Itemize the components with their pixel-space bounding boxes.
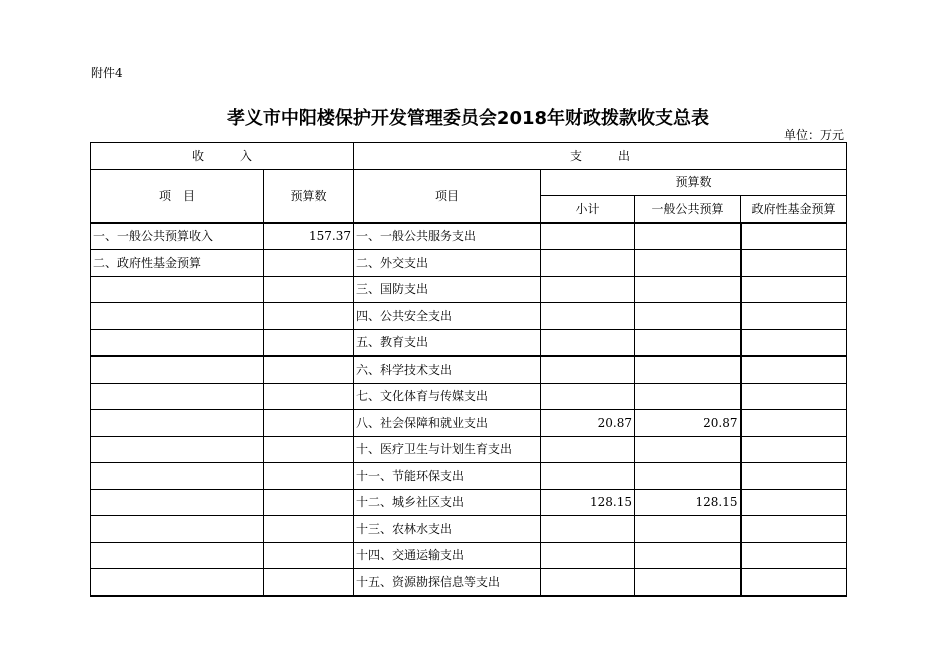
header-row-2 [91, 169, 847, 196]
expense-item-cell[interactable]: 十五、资源勘探信息等支出 [354, 569, 541, 596]
expense-item-cell[interactable]: 八、社会保障和就业支出 [354, 410, 541, 437]
fund-budget-cell[interactable] [741, 276, 847, 303]
income-item-cell[interactable] [91, 303, 264, 330]
expense-item-cell[interactable]: 五、教育支出 [354, 329, 541, 356]
income-budget-cell[interactable] [264, 303, 354, 330]
table-row [91, 223, 847, 250]
table-row [91, 383, 847, 410]
subtotal-cell[interactable] [541, 303, 635, 330]
subtotal-cell[interactable] [541, 516, 635, 543]
income-budget-cell[interactable] [264, 463, 354, 490]
subtotal-cell[interactable]: 128.15 [541, 489, 635, 516]
subtotal-header: 小计 [541, 196, 635, 223]
budget-table [90, 142, 847, 597]
fund-budget-cell[interactable] [741, 410, 847, 437]
income-budget-cell[interactable] [264, 436, 354, 463]
income-budget-cell[interactable] [264, 569, 354, 596]
income-item-cell[interactable] [91, 516, 264, 543]
expense-item-cell[interactable]: 十一、节能环保支出 [354, 463, 541, 490]
expense-item-cell[interactable]: 十二、城乡社区支出 [354, 489, 541, 516]
income-budget-cell[interactable] [264, 250, 354, 277]
subtotal-cell[interactable]: 20.87 [541, 410, 635, 437]
subtotal-cell[interactable] [541, 250, 635, 277]
expense-item-cell[interactable]: 四、公共安全支出 [354, 303, 541, 330]
expense-budget-header: 预算数 [541, 169, 847, 196]
fund-budget-header: 政府性基金预算 [741, 196, 847, 223]
subtotal-cell[interactable] [541, 223, 635, 250]
income-budget-cell[interactable] [264, 383, 354, 410]
table-row [91, 303, 847, 330]
income-item-cell[interactable] [91, 383, 264, 410]
fund-budget-cell[interactable] [741, 436, 847, 463]
expense-item-cell[interactable]: 十四、交通运输支出 [354, 542, 541, 569]
table-row [91, 542, 847, 569]
subtotal-cell[interactable] [541, 383, 635, 410]
general-budget-cell[interactable] [635, 516, 741, 543]
income-budget-header: 预算数 [264, 169, 354, 223]
general-budget-cell[interactable] [635, 276, 741, 303]
attachment-label: 附件4 [91, 66, 123, 80]
table-row [91, 356, 847, 383]
expense-item-cell[interactable]: 七、文化体育与传媒支出 [354, 383, 541, 410]
table-row [91, 516, 847, 543]
expense-item-cell[interactable]: 三、国防支出 [354, 276, 541, 303]
page-title: 孝义市中阳楼保护开发管理委员会2018年财政拨款收支总表 [226, 108, 710, 129]
subtotal-cell[interactable] [541, 276, 635, 303]
income-item-cell[interactable] [91, 356, 264, 383]
expense-item-cell[interactable]: 六、科学技术支出 [354, 356, 541, 383]
income-item-cell[interactable] [91, 410, 264, 437]
subtotal-cell[interactable] [541, 463, 635, 490]
fund-budget-cell[interactable] [741, 329, 847, 356]
table-row [91, 489, 847, 516]
income-budget-cell[interactable] [264, 542, 354, 569]
general-budget-cell[interactable] [635, 356, 741, 383]
income-item-cell[interactable] [91, 569, 264, 596]
income-budget-cell[interactable] [264, 410, 354, 437]
income-item-cell[interactable] [91, 436, 264, 463]
income-budget-cell[interactable]: 157.37 [264, 223, 354, 250]
unit-label: 单位：万元 [783, 128, 844, 142]
fund-budget-cell[interactable] [741, 383, 847, 410]
subtotal-cell[interactable] [541, 542, 635, 569]
income-budget-cell[interactable] [264, 516, 354, 543]
fund-budget-cell[interactable] [741, 250, 847, 277]
general-budget-cell[interactable] [635, 569, 741, 596]
income-budget-cell[interactable] [264, 329, 354, 356]
table-row [91, 250, 847, 277]
income-item-cell[interactable] [91, 463, 264, 490]
income-budget-cell[interactable] [264, 356, 354, 383]
income-header: 收 入 [91, 143, 354, 170]
fund-budget-cell[interactable] [741, 516, 847, 543]
fund-budget-cell[interactable] [741, 303, 847, 330]
expense-item-cell[interactable]: 十三、农林水支出 [354, 516, 541, 543]
general-budget-cell[interactable] [635, 436, 741, 463]
expense-item-header: 项目 [354, 169, 541, 223]
expense-header: 支 出 [354, 143, 847, 170]
table-row [91, 329, 847, 356]
income-item-cell[interactable]: 二、政府性基金预算 [91, 250, 264, 277]
income-budget-cell[interactable] [264, 489, 354, 516]
fund-budget-cell[interactable] [741, 489, 847, 516]
table-row [91, 436, 847, 463]
income-item-header: 项 目 [91, 169, 264, 223]
general-budget-cell[interactable] [635, 223, 741, 250]
general-budget-cell[interactable] [635, 383, 741, 410]
expense-item-cell[interactable]: 十、医疗卫生与计划生育支出 [354, 436, 541, 463]
general-budget-cell[interactable] [635, 303, 741, 330]
general-budget-cell[interactable]: 20.87 [635, 410, 741, 437]
income-item-cell[interactable] [91, 276, 264, 303]
income-item-cell[interactable] [91, 542, 264, 569]
general-budget-cell[interactable] [635, 329, 741, 356]
header-row-1 [91, 143, 847, 170]
general-budget-cell[interactable]: 128.15 [635, 489, 741, 516]
income-item-cell[interactable] [91, 489, 264, 516]
table-row [91, 276, 847, 303]
income-item-cell[interactable] [91, 329, 264, 356]
general-budget-header: 一般公共预算 [635, 196, 741, 223]
subtotal-cell[interactable] [541, 329, 635, 356]
fund-budget-cell[interactable] [741, 569, 847, 596]
fund-budget-cell[interactable] [741, 223, 847, 250]
expense-item-cell[interactable]: 一、一般公共服务支出 [354, 223, 541, 250]
general-budget-cell[interactable] [635, 542, 741, 569]
table-row [91, 463, 847, 490]
subtotal-cell[interactable] [541, 436, 635, 463]
fund-budget-cell[interactable] [741, 356, 847, 383]
general-budget-cell[interactable] [635, 250, 741, 277]
fund-budget-cell[interactable] [741, 463, 847, 490]
income-item-cell[interactable]: 一、一般公共预算收入 [91, 223, 264, 250]
subtotal-cell[interactable] [541, 356, 635, 383]
subtotal-cell[interactable] [541, 569, 635, 596]
expense-item-cell[interactable]: 二、外交支出 [354, 250, 541, 277]
table-row [91, 569, 847, 596]
fund-budget-cell[interactable] [741, 542, 847, 569]
general-budget-cell[interactable] [635, 463, 741, 490]
table-row [91, 410, 847, 437]
income-budget-cell[interactable] [264, 276, 354, 303]
